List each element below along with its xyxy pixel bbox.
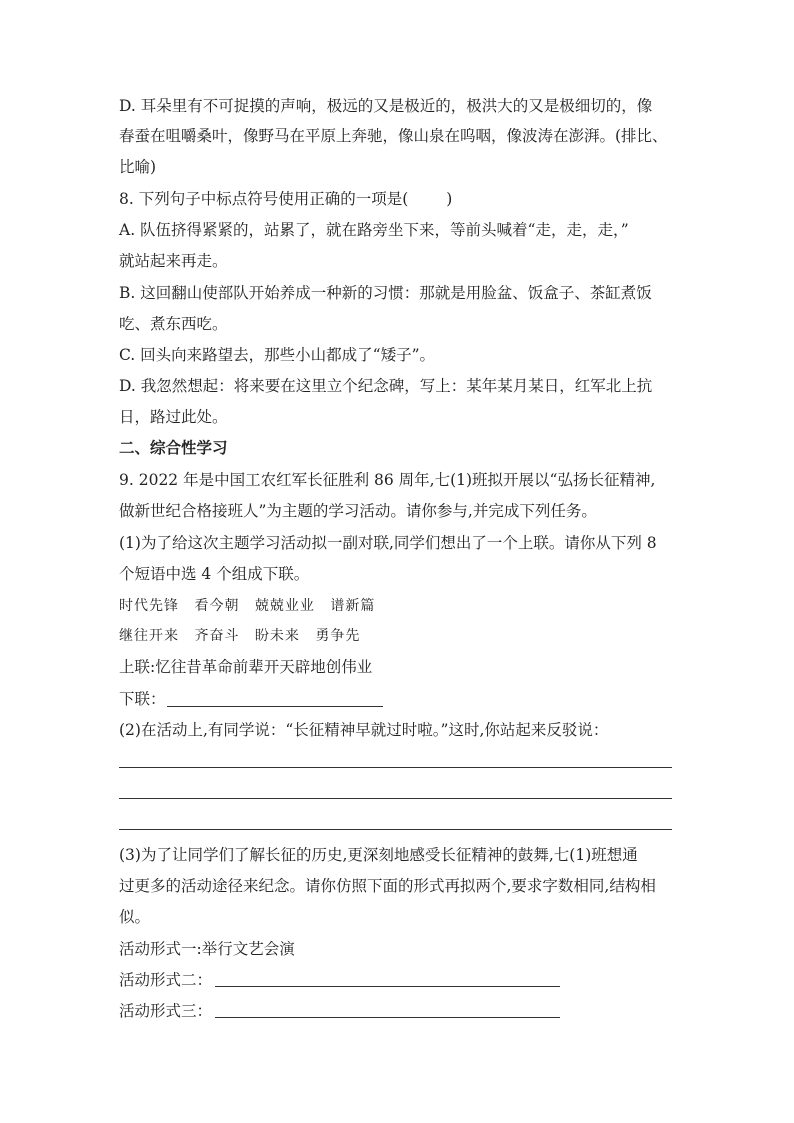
q8-stem-close: ) — [446, 190, 453, 208]
q7-option-d-line1: D. 耳朵里有不可捉摸的声响，极远的又是极近的，极洪大的又是极细切的，像 — [119, 97, 653, 115]
q8-option-b-line2: 吃、煮东西吃。 — [119, 315, 228, 333]
q7-option-d-line2: 春蚕在咀嚼桑叶，像野马在平原上奔驰，像山泉在呜咽，像波涛在澎湃。(排比、 — [119, 127, 668, 145]
q8-option-b-line1: B. 这回翻山使部队开始养成一种新的习惯：那就是用脸盆、饭盒子、茶缸煮饭 — [119, 284, 652, 302]
q9-part2-line1: (2)在活动上,有同学说：“长征精神早就过时啦。”这时,你站起来反驳说： — [119, 721, 609, 739]
section-heading: 二、综合性学习 — [119, 438, 228, 457]
activity-form-2-label: 活动形式二： — [119, 971, 213, 989]
q9-part1-line2: 个短语中选 4 个组成下联。 — [119, 565, 310, 583]
phrase-row-2: 继往开来 齐奋斗 盼未来 勇争先 — [119, 628, 361, 644]
q8-option-d-line1: D. 我忽然想起：将来要在这里立个纪念碑，写上：某年某月某日，红军北上抗 — [119, 377, 653, 395]
lower-couplet-answer-line[interactable] — [167, 706, 383, 707]
q7-option-d-line3: 比喻) — [119, 158, 157, 176]
activity-form-1: 活动形式一:举行文艺会演 — [119, 940, 295, 958]
q9-intro-line1: 9. 2022 年是中国工农红军长征胜利 86 周年,七(1)班拟开展以“弘扬长征精神, — [119, 471, 656, 489]
activity-form-3-label: 活动形式三： — [119, 1002, 213, 1020]
upper-couplet: 上联:忆往昔革命前辈开天辟地创伟业 — [119, 658, 373, 676]
part2-answer-line-3[interactable] — [119, 829, 672, 830]
q8-option-a-line1: A. 队伍挤得紧紧的，站累了，就在路旁坐下来，等前头喊着“走，走，走，” — [119, 221, 629, 239]
q8-option-a-line2: 就站起来再走。 — [119, 252, 228, 270]
q9-part3-line2: 过更多的活动途径来纪念。请你仿照下面的形式再拟两个,要求字数相同,结构相 — [119, 877, 656, 895]
q8-stem — [119, 189, 684, 209]
q8-option-c-line1: C. 回头向来路望去，那些小山都成了“矮子”。 — [119, 346, 436, 364]
phrase-row-1: 时代先锋 看今朝 兢兢业业 谱新篇 — [119, 598, 376, 614]
part2-answer-line-1[interactable] — [119, 767, 672, 768]
q8-option-d-line2: 日，路过此处。 — [119, 408, 228, 426]
lower-couplet-label: 下联： — [119, 690, 166, 708]
activity-form-2-answer-line[interactable] — [215, 986, 560, 987]
q8-stem-text: 8. 下列句子中标点符号使用正确的一项是( — [119, 190, 409, 208]
q9-part3-line3: 似。 — [119, 908, 151, 926]
activity-form-3-answer-line[interactable] — [215, 1017, 560, 1018]
q9-part3-line1: (3)为了让同学们了解长征的历史,更深刻地感受长征精神的鼓舞,七(1)班想通 — [119, 846, 638, 864]
q9-part1-line1: (1)为了给这次主题学习活动拟一副对联,同学们想出了一个上联。请你从下列 8 — [119, 534, 657, 552]
q9-intro-line2: 做新世纪合格接班人”为主题的学习活动。请你参与,并完成下列任务。 — [119, 502, 597, 520]
part2-answer-line-2[interactable] — [119, 798, 672, 799]
